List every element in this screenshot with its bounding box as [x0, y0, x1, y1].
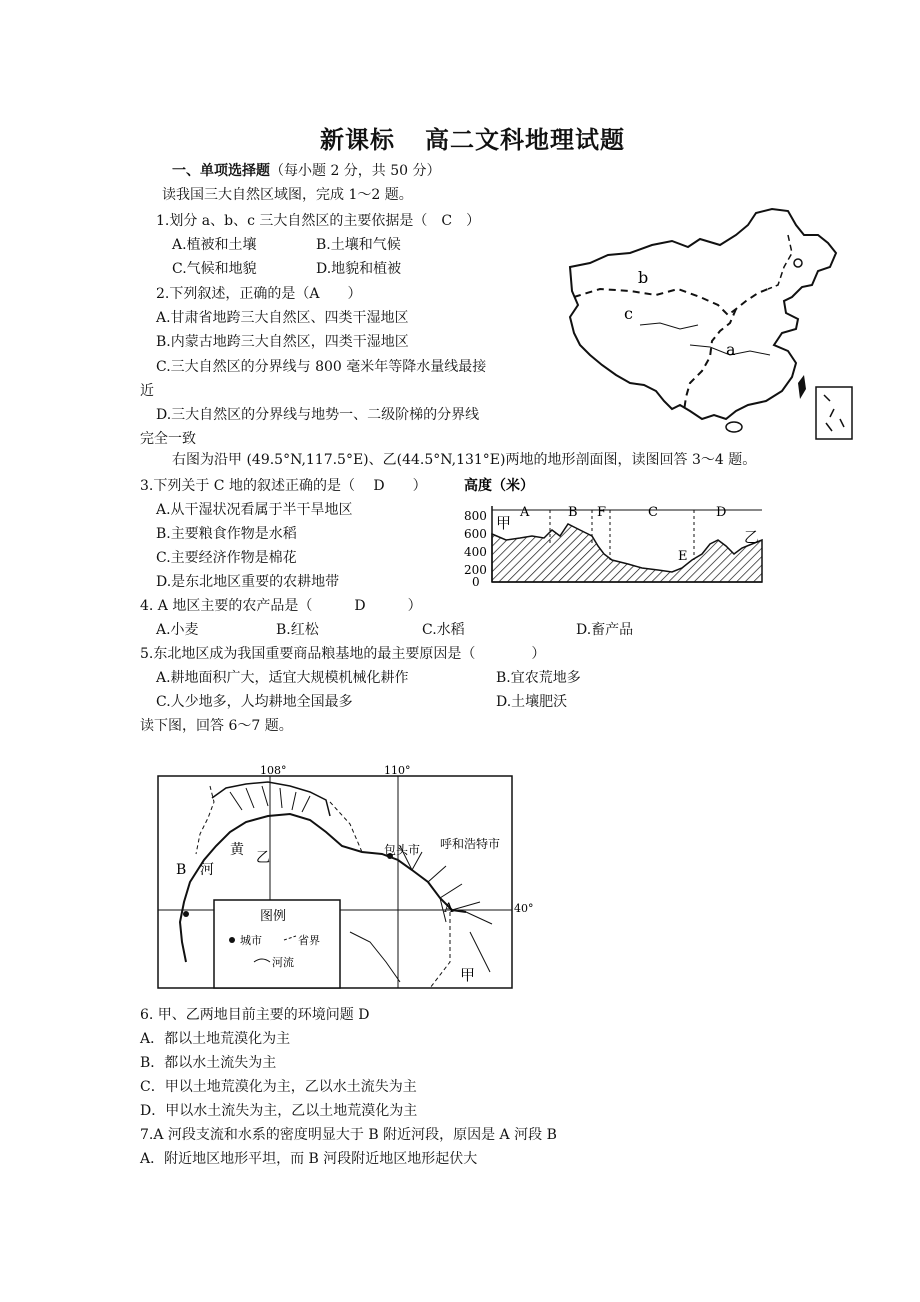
label-A: A — [444, 901, 454, 916]
q1-stem: 1.划分 a、b、c 三大自然区的主要依据是（ C ） — [156, 213, 481, 229]
map1-label-b: b — [638, 268, 649, 287]
q3-option-d: D.是东北地区重要的农耕地带 — [156, 574, 340, 590]
profile-point-C: C — [648, 505, 658, 520]
q3-option-b: B.主要粮食作物是水稻 — [156, 526, 297, 542]
legend-river: 河流 — [272, 956, 294, 969]
lon-label-108: 108° — [260, 764, 287, 777]
q4-stem: 4. A 地区主要的农产品是（ D ） — [140, 598, 422, 614]
q5-stem: 5.东北地区成为我国重要商品粮基地的最主要原因是（ ） — [140, 646, 546, 662]
hainan-island — [726, 422, 742, 432]
china-regions-map — [560, 205, 860, 445]
china-outline — [570, 209, 836, 419]
profile-point-A: A — [520, 505, 530, 520]
q4-option-d: D.畜产品 — [576, 622, 634, 638]
label-jia: 甲 — [460, 966, 476, 984]
profile-terrain — [492, 524, 762, 582]
city-baotou: 包头市 — [384, 843, 421, 857]
q5-option-d: D.土壤肥沃 — [496, 694, 568, 710]
river-lines — [640, 323, 770, 355]
q2-option-a: A.甘肃省地跨三大自然区、四类干湿地区 — [156, 310, 409, 326]
profile-ylabel: 高度（米） — [464, 478, 534, 494]
river-label-huang: 黄 — [230, 842, 244, 858]
q1-option-c: C.气候和地貌 — [172, 261, 257, 277]
region-boundary-b-c — [574, 289, 768, 315]
q5-option-b: B.宜农荒地多 — [496, 670, 581, 686]
q2-option-b: B.内蒙古地跨三大自然区，四类干湿地区 — [156, 334, 409, 350]
q1-option-a: A.植被和土壤 — [172, 237, 257, 253]
profile-tick-200: 200 — [464, 563, 487, 577]
q3-option-c: C.主要经济作物是棉花 — [156, 550, 297, 566]
profile-start-jia: 甲 — [496, 514, 512, 532]
q4-option-b: B.红松 — [276, 622, 319, 638]
page-title: 新课标 高二文科地理试题 — [320, 125, 625, 154]
label-B: B — [176, 862, 187, 878]
profile-point-B: B — [568, 505, 578, 520]
yellow-river-map — [150, 762, 534, 992]
q6-option-d: D．甲以水土流失为主，乙以土地荒漠化为主 — [140, 1103, 418, 1119]
legend-border: 省界 — [298, 934, 320, 947]
q7-option-a: A．附近地区地形平坦，而 B 河段附近地区地形起伏大 — [140, 1151, 478, 1167]
q4-option-a: A.小麦 — [156, 622, 199, 638]
profile-tick-600: 600 — [464, 527, 487, 541]
river-label-he: 河 — [200, 862, 214, 878]
q6-option-b: B．都以水土流失为主 — [140, 1055, 277, 1071]
q3-stem: 3.下列关于 C 地的叙述正确的是（ D ） — [140, 478, 427, 494]
intro-q3-4: 右图为沿甲 (49.5°N,117.5°E)、乙(44.5°N,131°E)两地的地形剖面图，读图回答 3～4 题。 — [172, 452, 757, 468]
region-boundary-a — [684, 309, 736, 411]
q2-stem: 2.下列叙述，正确的是（A ） — [156, 286, 362, 302]
taiwan-island — [798, 375, 806, 399]
q7-stem: 7.A 河段支流和水系的密度明显大于 B 附近河段，原因是 A 河段 B — [140, 1127, 557, 1143]
map1-label-c: c — [624, 304, 633, 323]
q1-option-d: D.地貌和植被 — [316, 261, 402, 277]
legend-city: 城市 — [240, 934, 262, 947]
q2-option-c-cont: 近 — [140, 383, 154, 399]
intro-q6-7: 读下图，回答 6～7 题。 — [140, 718, 293, 734]
map-point — [794, 259, 802, 267]
city-marker-b — [183, 911, 189, 917]
lon-label-110: 110° — [384, 764, 411, 777]
city-hohhot: 呼和浩特市 — [440, 837, 501, 851]
profile-tick-0: 0 — [472, 575, 480, 589]
profile-tick-800: 800 — [464, 509, 487, 523]
section-heading: 一、单项选择题（每小题 2 分，共 50 分） — [172, 163, 441, 179]
q1-option-b: B.土壤和气候 — [316, 237, 401, 253]
south-sea-dots — [824, 395, 844, 431]
lat-label-40: 40° — [514, 902, 534, 915]
legend-title: 图例 — [260, 909, 287, 924]
profile-point-E: E — [678, 549, 688, 564]
q2-option-d-cont: 完全一致 — [140, 431, 196, 447]
legend-city-icon — [229, 937, 235, 943]
q6-option-c: C．甲以土地荒漠化为主，乙以水土流失为主 — [140, 1079, 417, 1095]
q4-option-c: C.水稻 — [422, 622, 465, 638]
profile-point-F: F — [597, 505, 607, 520]
q3-option-a: A.从干湿状况看属于半干旱地区 — [156, 502, 353, 518]
q5-option-a: A.耕地面积广大，适宜大规模机械化耕作 — [156, 670, 409, 686]
q5-option-c: C.人少地多，人均耕地全国最多 — [156, 694, 353, 710]
profile-tick-400: 400 — [464, 545, 487, 559]
intro-q1-2: 读我国三大自然区域图，完成 1～2 题。 — [162, 187, 413, 203]
yellow-river-north — [212, 782, 330, 816]
q6-stem: 6. 甲、乙两地目前主要的环境问题 D — [140, 1007, 370, 1023]
map1-label-a: a — [726, 340, 736, 359]
terrain-profile — [462, 474, 772, 594]
q2-option-c: C.三大自然区的分界线与 800 毫米年等降水量线最接 — [156, 359, 487, 375]
region-boundary-east — [768, 235, 792, 289]
profile-point-D: D — [716, 505, 727, 520]
q2-option-d: D.三大自然区的分界线与地势一、二级阶梯的分界线 — [156, 407, 480, 423]
south-sea-inset — [816, 387, 852, 439]
label-yi: 乙 — [256, 850, 270, 866]
q6-option-a: A．都以土地荒漠化为主 — [140, 1031, 291, 1047]
profile-end-yi: 乙 — [744, 528, 760, 546]
